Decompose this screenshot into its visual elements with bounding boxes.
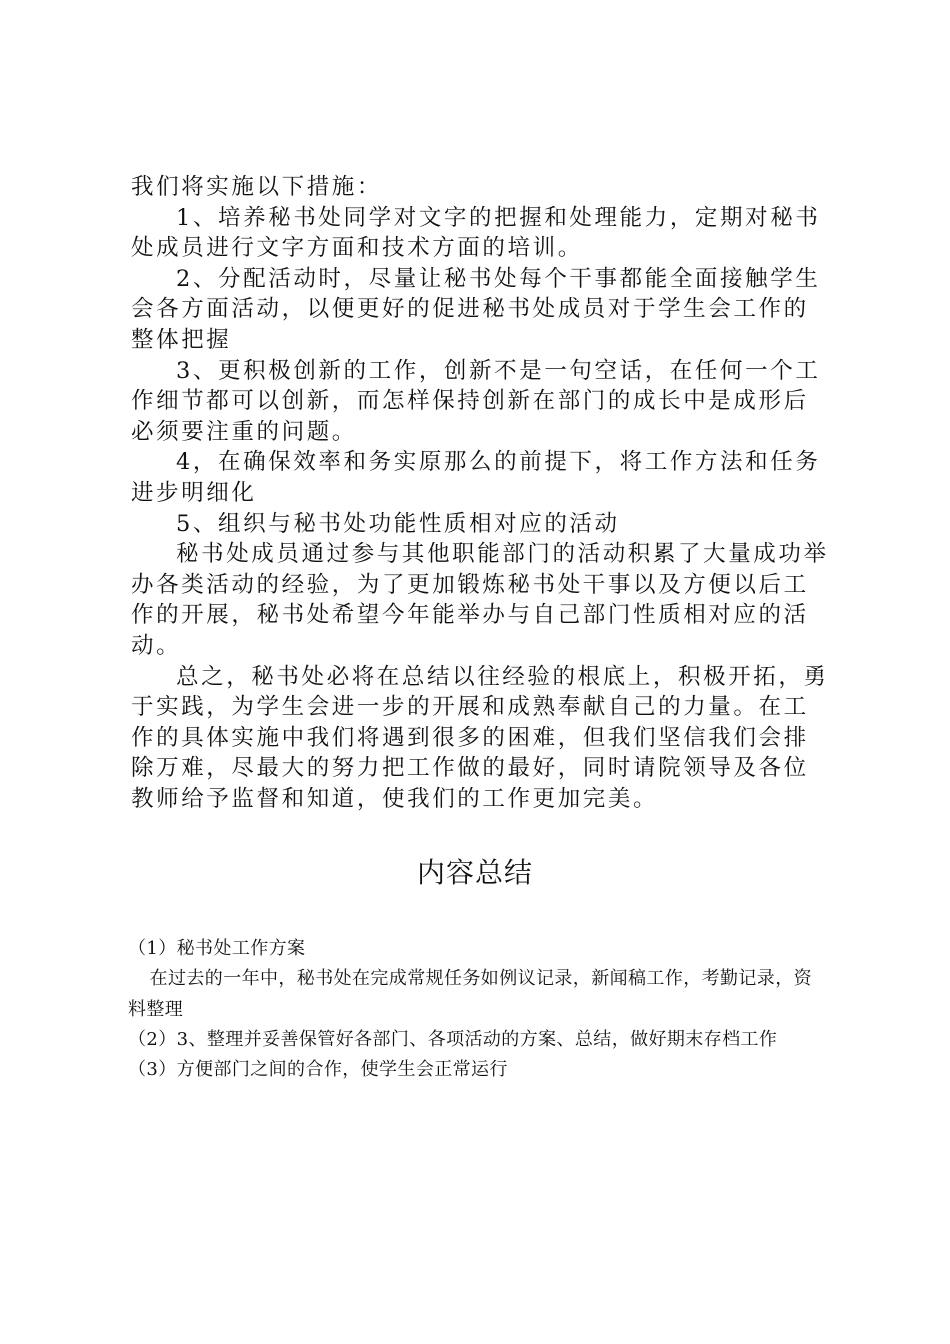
summary-section [128,934,828,1085]
paragraph-intro: 我们将实施以下措施： [131,174,383,200]
body-text [131,172,831,814]
summary-item-1: （1）秘书处工作方案 [128,938,306,959]
summary-item-1-detail: 在过去的一年中，秘书处在完成常规任务如例议记录，新闻稿工作，考勤记录，资料整理 [128,968,812,1020]
paragraph-activities: 秘书处成员通过参与其他职能部门的活动积累了大量成功举办各类活动的经验，为了更加锻炼秘书处干事以及方便以后工作的开展，秘书处希望今年能举办与自己部门性质相对应的活动。 [131,541,829,659]
summary-item-3: （3）方便部门之间的合作，使学生会正常运行 [128,1059,508,1081]
paragraph-conclusion: 总之，秘书处必将在总结以往经验的根底上，积极开拓，勇于实践，为学生会进一步的开展和成熟奉献自己的力量。在工作的具体实施中我们将遇到很多的困难，但我们坚信我们会排除万难，尽最大的努力把工作做的最好，同时请院领导及各位教师给予监督和知道，使我们的工作更加完美。 [131,663,829,812]
paragraph-measure-5: 5、组织与秘书处功能性质相对应的活动 [176,510,620,537]
paragraph-measure-2: 2、分配活动时，尽量让秘书处每个干事都能全面接触学生会各方面活动，以便更好的促进秘书处成员对于学生会工作的整体把握 [131,265,821,353]
summary-title: 内容总结 [416,856,533,889]
paragraph-measure-4: 4，在确保效率和务实原那么的前提下，将工作方法和任务进步明细化 [131,449,821,506]
paragraph-measure-1: 1、培养秘书处同学对文字的把握和处理能力，定期对秘书处成员进行文字方面和技术方面的培训。 [131,204,821,262]
paragraph-measure-3: 3、更积极创新的工作，创新不是一句空话，在任何一个工作细节都可以创新，而怎样保持创新在部门的成长中是成形后必须要注重的问题。 [131,357,821,445]
summary-item-2: （2）3、整理并妥善保管好各部门、各项活动的方案、总结，做好期末存档工作 [128,1028,778,1050]
